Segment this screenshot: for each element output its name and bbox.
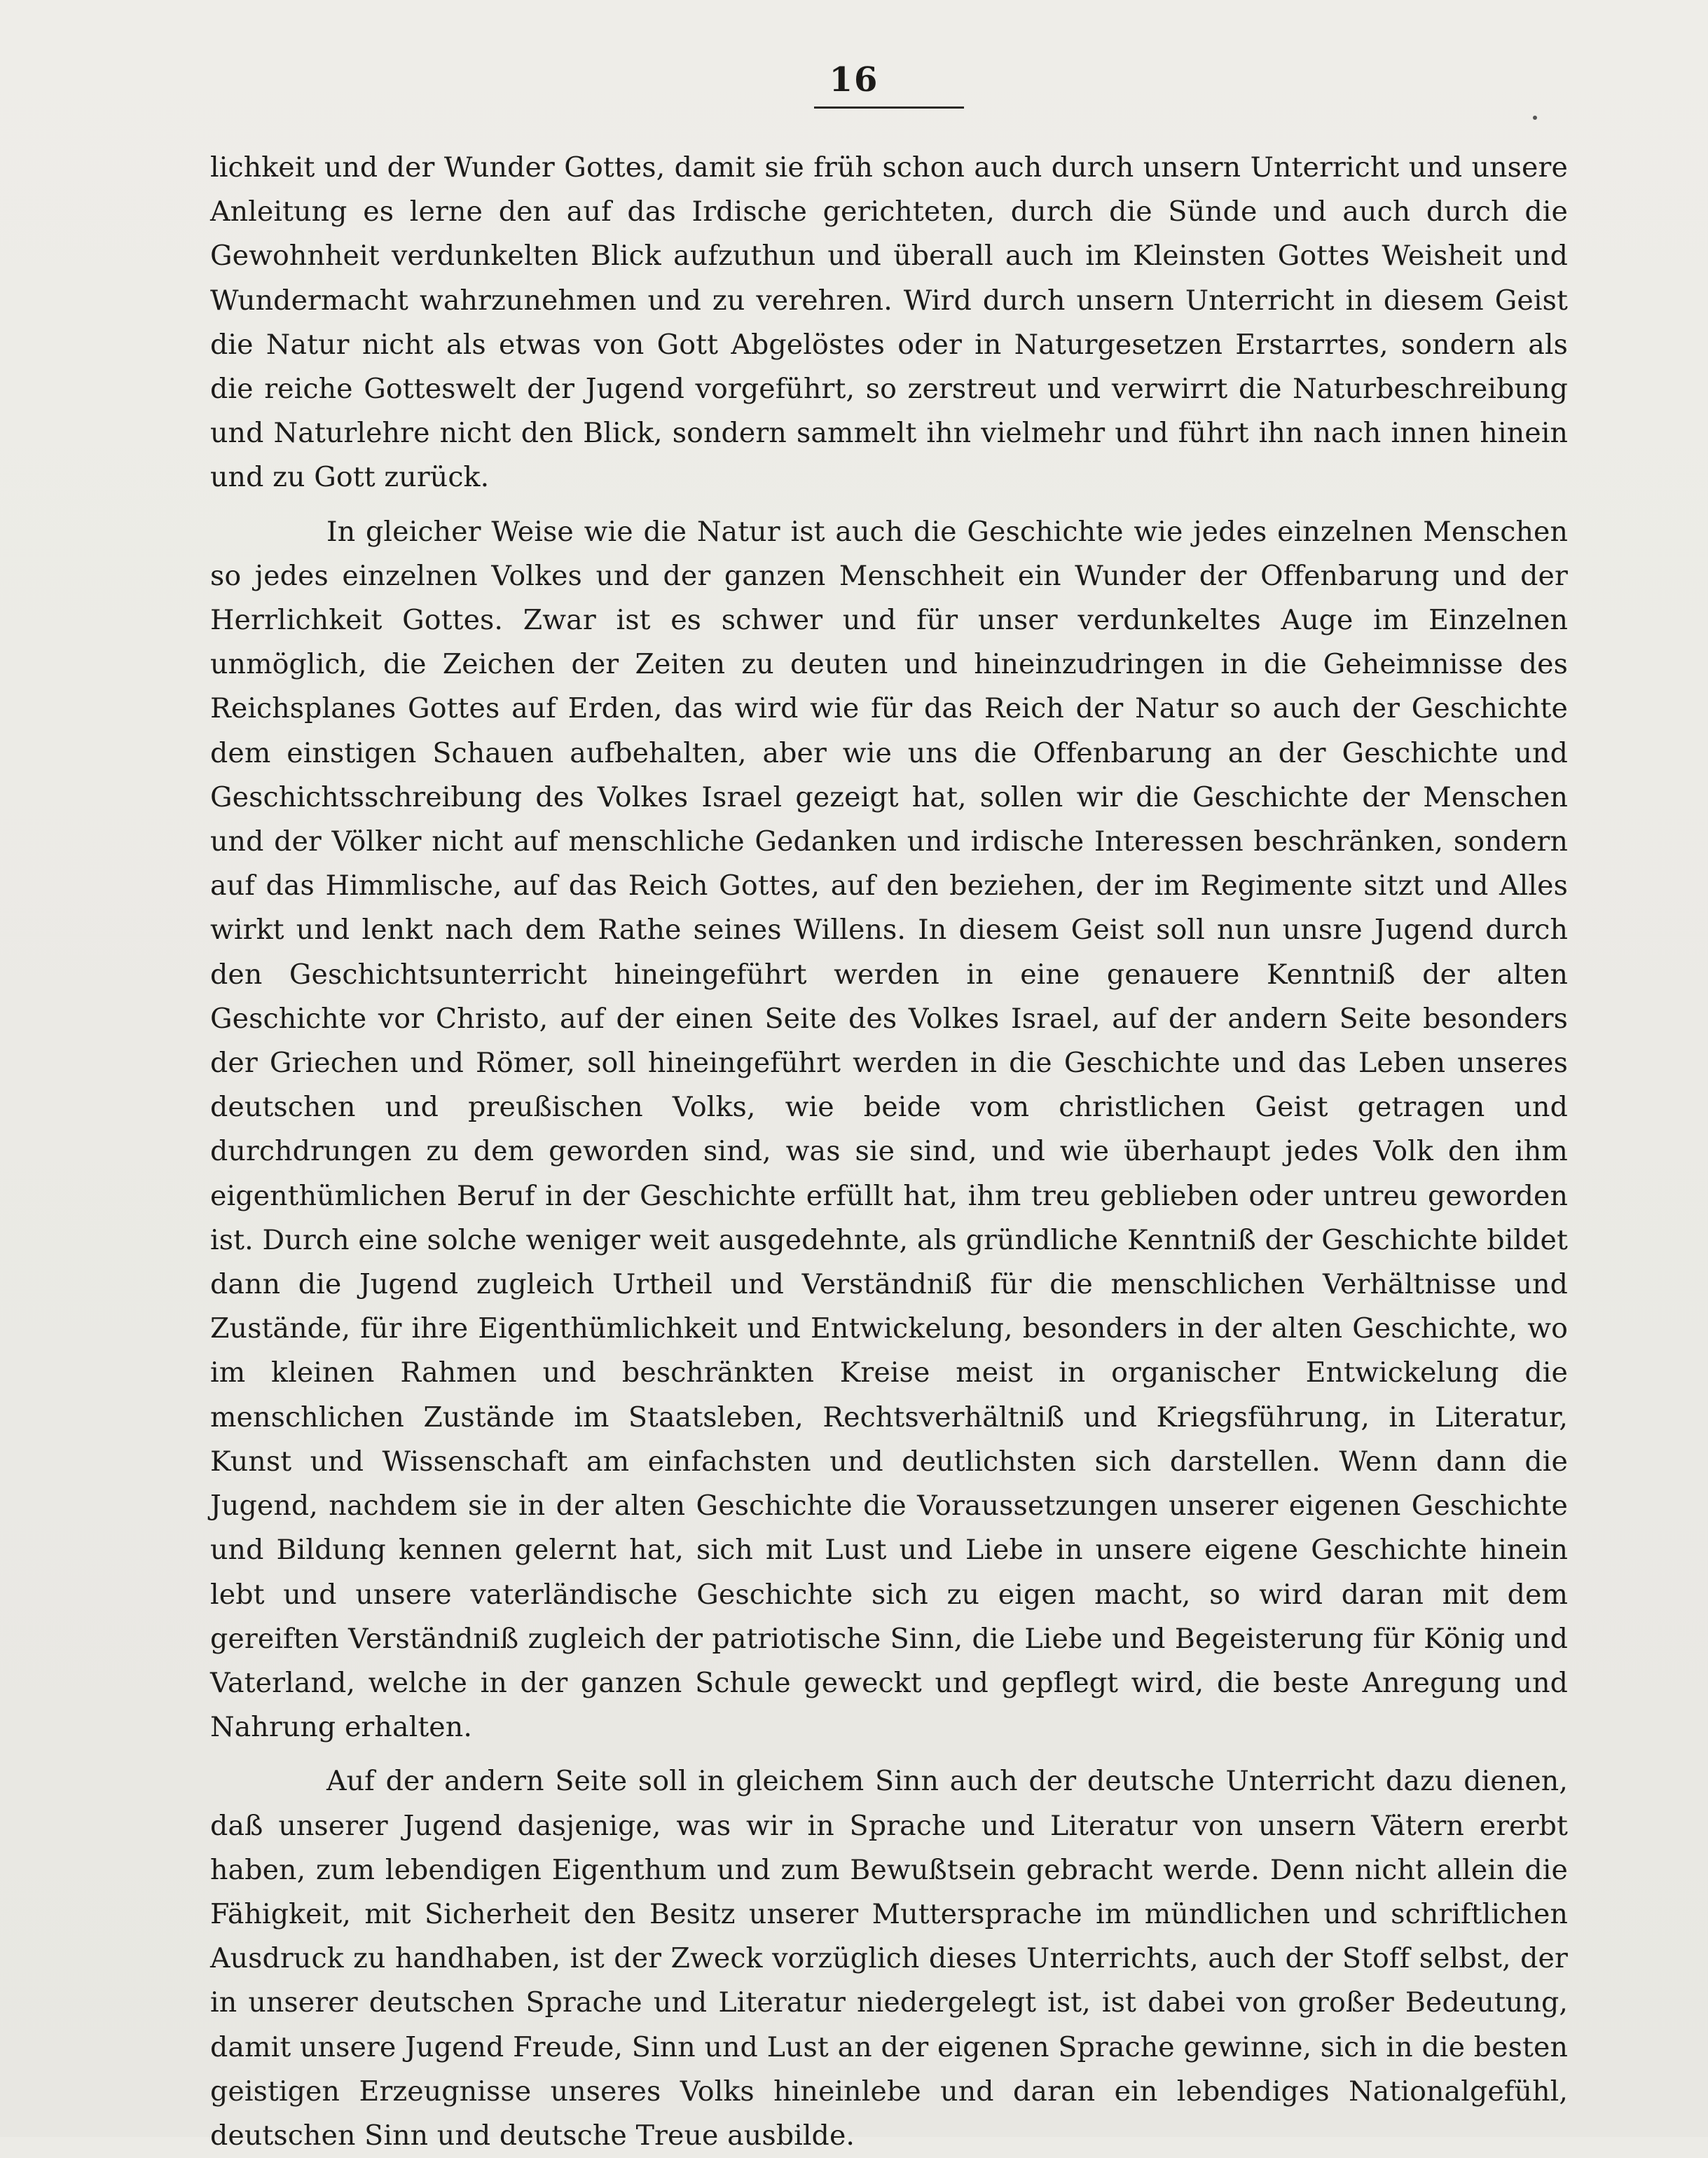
paragraph-3: Auf der andern Seite soll in gleichem Sinn auch der deutsche Unterricht dazu dienen, daß unserer Jugend dasjenige, was wir in Sprache und Literatur von unsern Vätern ererbt haben, zum lebendigen Eigenthum und zum Bewußtsein gebracht werde. Denn nicht allein die Fähigkeit, mit Sicherheit den Besitz unserer Muttersprache im mündlichen und schriftlichen Ausdruck zu handhaben, ist der Zweck vorzüglich dieses Unterrichts, auch der Stoff selbst, der in unserer deutschen Sprache und Literatur niedergelegt ist, ist dabei von großer Bedeutung, damit unsere Jugend Freude, Sinn und Lust an der eigenen Sprache gewinne, sich in die besten geistigen Erzeugnisse unseres Volks hineinlebe und daran ein lebendiges Nationalgefühl, deutschen Sinn und deutsche Treue ausbilde. (210, 1765, 1568, 2152)
paragraph-1: lichkeit und der Wunder Gottes, damit sie früh schon auch durch unsern Unterricht und unsere Anleitung es lerne den auf das Irdische gerichteten, durch die Sünde und auch durch die Gewohnheit verdunkelten Blick aufzuthun und überall auch im Kleinsten Gottes Weisheit und Wundermacht wahrzunehmen und zu verehren. Wird durch unsern Unterricht in diesem Geist die Natur nicht als etwas von Gott Abgelöstes oder in Naturgesetzen Erstarrtes, sondern als die reiche Gotteswelt der Jugend vorgeführt, so zerstreut und verwirrt die Naturbeschreibung und Naturlehre nicht den Blick, sondern sammelt ihn vielmehr und führt ihn nach innen hinein und zu Gott zurück. (210, 151, 1568, 494)
page-number: 16 (829, 60, 879, 99)
body-text (210, 146, 1568, 2158)
paper-speck (1533, 116, 1537, 120)
paragraph-2: In gleicher Weise wie die Natur ist auch die Geschichte wie jedes einzelnen Menschen so jedes einzelnen Volkes und der ganzen Menschheit ein Wunder der Offenbarung und der Herrlichkeit Gottes. Zwar ist es schwer und für unser verdunkeltes Auge im Einzelnen unmöglich, die Zeichen der Zeiten zu deuten und hineinzudringen in die Geheimnisse des Reichsplanes Gottes auf Erden, das wird wie für das Reich der Natur so auch der Geschichte dem einstigen Schauen aufbehalten, aber wie uns die Offenbarung an der Geschichte und Geschichtsschreibung des Volkes Israel gezeigt hat, sollen wir die Geschichte der Menschen und der Völker nicht auf menschliche Gedanken und irdische Interessen beschränken, sondern auf das Himmlische, auf das Reich Gottes, auf den beziehen, der im Regimente sitzt und Alles wirkt und lenkt nach dem Rathe seines Willens. In diesem Geist soll nun unsre Jugend durch den Geschichtsunterricht hineingeführt werden in eine genauere Kenntniß der alten Geschichte vor Christo, auf der einen Seite des Volkes Israel, auf der andern Seite besonders der Griechen und Römer, soll hineingeführt werden in die Geschichte und das Leben unseres deutschen und preußischen Volks, wie beide vom christlichen Geist getragen und durchdrungen zu dem geworden sind, was sie sind, und wie überhaupt jedes Volk den ihm eigenthümlichen Beruf in der Geschichte erfüllt hat, ihm treu geblieben oder untreu geworden ist. Durch eine solche weniger weit ausgedehnte, als gründliche Kenntniß der Geschichte bildet dann die Jugend zugleich Urtheil und Verständniß für die menschlichen Verhältnisse und Zustände, für ihre Eigenthümlichkeit und Entwickelung, besonders in der alten Geschichte, wo im kleinen Rahmen und beschränkten Kreise meist in organischer Entwickelung die menschlichen Zustände im Staatsleben, Rechtsverhältniß und Kriegsführung, in Literatur, Kunst und Wissenschaft am einfachsten und deutlichsten sich darstellen. Wenn dann die Jugend, nachdem sie in der alten Geschichte die Voraussetzungen unserer eigenen Geschichte und Bildung kennen gelernt hat, sich mit Lust und Liebe in unsere eigene Geschichte hinein lebt und unsere vaterländische Geschichte sich zu eigen macht, so wird daran mit dem gereiften Verständniß zugleich der patriotische Sinn, die Liebe und Begeisterung für König und Vaterland, welche in der ganzen Schule geweckt und gepflegt wird, die beste Anregung und Nahrung erhalten. (210, 515, 1568, 1744)
header-rule (814, 106, 964, 109)
page-header (0, 60, 1708, 99)
